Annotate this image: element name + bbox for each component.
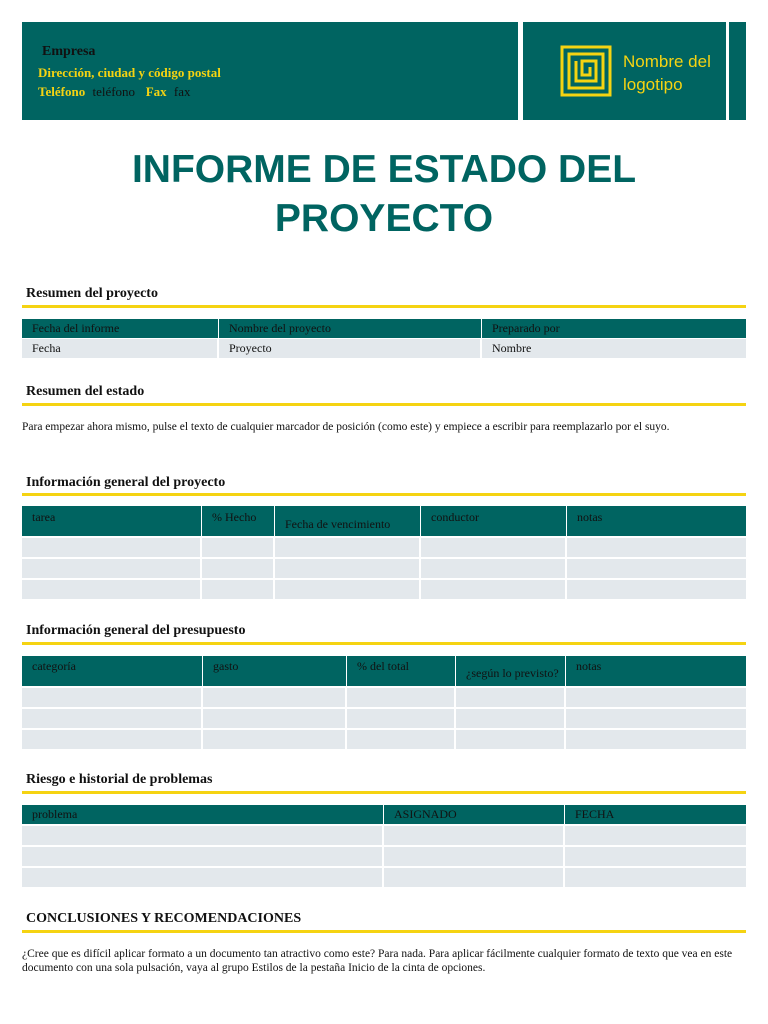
project-overview-table <box>22 506 746 599</box>
section-rule <box>22 493 746 496</box>
budget-overview-heading: Información general del presupuesto <box>26 623 246 638</box>
logo-line-1: Nombre del <box>623 52 711 71</box>
column-header: Nombre del proyecto <box>219 319 482 338</box>
table-cell[interactable] <box>202 580 275 599</box>
table-cell[interactable] <box>275 580 421 599</box>
table-cell[interactable] <box>275 559 421 578</box>
table-cell[interactable] <box>567 559 746 578</box>
project-summary-heading: Resumen del proyecto <box>26 286 158 301</box>
table-cell[interactable] <box>275 538 421 557</box>
title-line-1: INFORME DE ESTADO DEL <box>131 148 637 191</box>
company-name[interactable]: Empresa <box>42 44 96 59</box>
fax-value[interactable]: fax <box>173 84 191 99</box>
table-cell[interactable] <box>384 847 565 866</box>
table-row <box>22 688 746 707</box>
section-rule <box>22 930 746 933</box>
table-row <box>22 826 746 845</box>
table-row <box>22 339 746 358</box>
conclusions-heading: CONCLUSIONES Y RECOMENDACIONES <box>26 911 302 926</box>
title-line-2: PROYECTO <box>274 197 494 240</box>
table-row <box>22 730 746 749</box>
table-row <box>22 580 746 599</box>
section-rule <box>22 642 746 645</box>
risk-history-heading: Riesgo e historial de problemas <box>26 772 213 787</box>
status-summary-heading: Resumen del estado <box>26 384 145 399</box>
column-header: notas <box>576 659 602 673</box>
column-header: ASIGNADO <box>384 805 565 824</box>
table-cell[interactable] <box>565 826 746 845</box>
column-header: ¿según lo previsto? <box>456 656 566 686</box>
table-cell[interactable] <box>566 709 746 728</box>
contact-row <box>38 84 196 100</box>
project-name-cell[interactable] <box>219 339 482 358</box>
column-header: Fecha de vencimiento <box>275 506 421 536</box>
page-title[interactable] <box>0 145 768 243</box>
table-cell[interactable] <box>203 709 347 728</box>
table-cell[interactable] <box>347 688 456 707</box>
column-header <box>565 805 746 824</box>
table-row <box>22 868 746 887</box>
column-header: tarea <box>22 506 202 536</box>
table-cell[interactable] <box>202 538 275 557</box>
table-cell[interactable] <box>22 730 203 749</box>
table-row <box>22 559 746 578</box>
column-header: Fecha del informe <box>22 319 219 338</box>
header-accent-strip <box>729 22 746 120</box>
date-column-label: FECHA <box>575 807 615 821</box>
phone-label: Teléfono <box>38 84 86 99</box>
table-cell[interactable] <box>456 709 566 728</box>
budget-overview-table <box>22 656 746 749</box>
project-overview-heading: Información general del proyecto <box>26 475 226 490</box>
table-cell[interactable] <box>421 559 567 578</box>
section-rule <box>22 403 746 406</box>
prepared-by-value: Nombre <box>492 341 532 355</box>
prepared-by-cell[interactable] <box>482 339 746 358</box>
table-cell[interactable] <box>456 688 566 707</box>
report-date-cell[interactable] <box>22 339 219 358</box>
table-cell[interactable] <box>22 559 202 578</box>
column-header: % Hecho <box>202 506 275 536</box>
table-header <box>22 805 746 824</box>
phone-value[interactable]: teléfono <box>92 84 136 99</box>
table-cell[interactable] <box>421 538 567 557</box>
table-cell[interactable] <box>566 688 746 707</box>
table-cell[interactable] <box>22 847 384 866</box>
column-header: conductor <box>421 506 567 536</box>
table-header <box>22 506 746 536</box>
section-rule <box>22 791 746 794</box>
column-header: Preparado por <box>492 321 560 335</box>
table-cell[interactable] <box>565 847 746 866</box>
table-cell[interactable] <box>22 688 203 707</box>
table-row <box>22 538 746 557</box>
column-header: notas <box>577 510 603 524</box>
table-cell[interactable] <box>203 730 347 749</box>
table-cell[interactable] <box>347 709 456 728</box>
table-row <box>22 709 746 728</box>
project-summary-table <box>22 319 746 358</box>
column-header: % del total <box>347 656 456 686</box>
table-cell[interactable] <box>22 709 203 728</box>
logo-line-2: logotipo <box>623 75 683 94</box>
table-header <box>22 656 746 686</box>
table-header <box>22 319 746 338</box>
table-cell[interactable] <box>22 868 384 887</box>
column-header: gasto <box>203 656 347 686</box>
table-cell[interactable] <box>384 868 565 887</box>
logo-name[interactable] <box>623 50 711 96</box>
table-cell[interactable] <box>202 559 275 578</box>
table-cell[interactable] <box>384 826 565 845</box>
table-cell[interactable] <box>567 580 746 599</box>
risk-history-table <box>22 805 746 887</box>
column-header: problema <box>22 805 384 824</box>
table-row <box>22 847 746 866</box>
table-cell[interactable] <box>22 580 202 599</box>
company-address[interactable]: Dirección, ciudad y código postal <box>38 65 221 80</box>
logo-maze-icon[interactable] <box>560 45 612 97</box>
fax-label: Fax <box>145 84 167 99</box>
table-cell[interactable] <box>566 730 746 749</box>
project-name-value: Proyecto <box>229 341 272 355</box>
table-cell[interactable] <box>347 730 456 749</box>
table-cell[interactable] <box>203 688 347 707</box>
table-cell[interactable] <box>22 538 202 557</box>
table-cell[interactable] <box>456 730 566 749</box>
conclusions-text[interactable]: ¿Cree que es difícil aplicar formato a un documento tan atractivo como este? Para nada. Para aplicar fácilmente cualquier formato de texto que vea en este documento con una sola pulsación, vaya al grupo Estilos de la pestaña Inicio de la cinta de opciones. <box>22 948 733 974</box>
table-cell[interactable] <box>567 538 746 557</box>
report-date-value: Fecha <box>32 341 61 355</box>
column-header: categoría <box>22 656 203 686</box>
table-cell[interactable] <box>22 826 384 845</box>
status-summary-text[interactable]: Para empezar ahora mismo, pulse el texto de cualquier marcador de posición (como este) y empiece a escribir para reemplazarlo por el suyo. <box>22 421 670 433</box>
table-cell[interactable] <box>421 580 567 599</box>
section-rule <box>22 305 746 308</box>
table-cell[interactable] <box>565 868 746 887</box>
